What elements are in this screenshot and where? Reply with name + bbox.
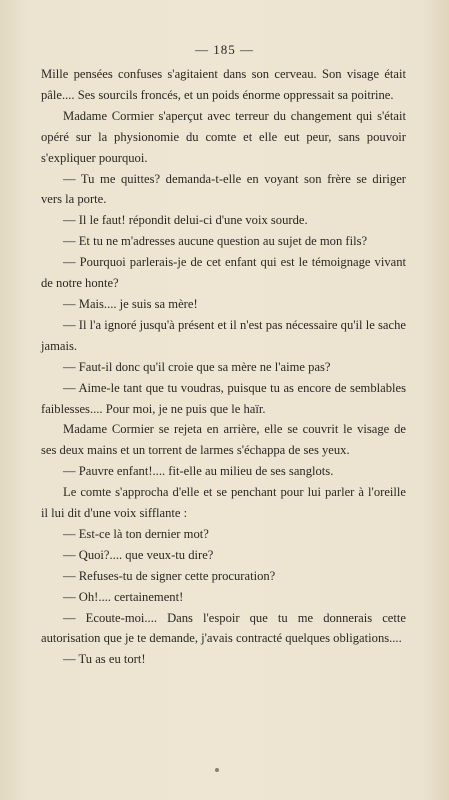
paragraph: — Il le faut! répondit delui-ci d'une voix sourde. — [63, 213, 308, 228]
paragraph: — Tu me quittes? demanda-t-elle en voyant son frère se diriger vers la porte. — [41, 171, 406, 207]
paragraph: — Pauvre enfant!.... fit-elle au milieu de ses sanglots. — [63, 464, 334, 479]
paragraph: — Ecoute-moi.... Dans l'espoir que tu me donnerais cette autorisation que je te demande, j'avais contracté quelques obligations.... — [41, 610, 406, 646]
paragraph: — Refuses-tu de signer cette procuration? — [63, 568, 276, 583]
paragraph: Le comte s'approcha d'elle et se penchant pour lui parler à l'oreille il lui dit d'une voix sifflante : — [41, 485, 406, 521]
page-number: — 185 — — [195, 42, 254, 57]
paragraph: Madame Cormier se rejeta en arrière, elle se couvrit le visage de ses deux mains et un torrent de larmes s'échappa de ses yeux. — [41, 422, 406, 458]
paragraph: — Faut-il donc qu'il croie que sa mère ne l'aime pas? — [63, 359, 331, 374]
paragraph: — Et tu ne m'adresses aucune question au sujet de mon fils? — [63, 234, 368, 249]
paragraph: — Pourquoi parlerais-je de cet enfant qui est le témoignage vivant de notre honte? — [41, 255, 406, 291]
paragraph: — Il l'a ignoré jusqu'à présent et il n'est pas nécessaire qu'il le sache jamais. — [41, 317, 406, 353]
paragraph: Mille pensées confuses s'agitaient dans son cerveau. Son visage était pâle.... Ses sourcils froncés, et un poids énorme oppressait sa poitrine. — [41, 67, 406, 102]
paragraph: — Est-ce là ton dernier mot? — [63, 526, 209, 541]
paragraph: — Mais.... je suis sa mère! — [63, 296, 198, 311]
paragraph: — Oh!.... certainement! — [63, 589, 184, 604]
paragraph: — Aime-le tant que tu voudras, puisque tu as encore de semblables faiblesses.... Pour moi, je ne puis que le haïr. — [41, 380, 406, 416]
paragraph: — Quoi?.... que veux-tu dire? — [63, 547, 214, 562]
paragraph: — Tu as eu tort! — [63, 652, 146, 667]
body-text — [41, 64, 406, 670]
ink-speck — [215, 768, 219, 772]
paragraph: Madame Cormier s'aperçut avec terreur du changement qui s'était opéré sur la physionomie du comte et elle eut peur, sans pouvoir s'expliquer pourquoi. — [41, 108, 406, 165]
